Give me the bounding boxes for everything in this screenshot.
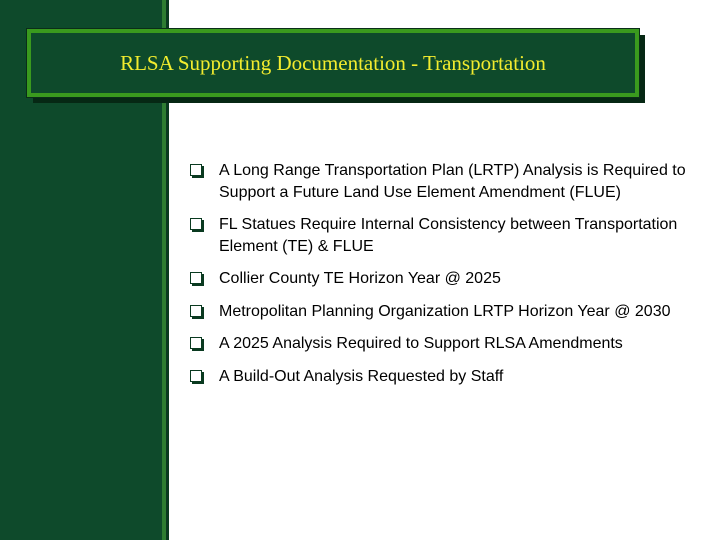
bullet-item (190, 268, 700, 290)
bullet-text: A Build-Out Analysis Requested by Staff (219, 367, 504, 385)
slide-title: RLSA Supporting Documentation - Transportation (120, 50, 546, 75)
bullet-text: Metropolitan Planning Organization LRTP Horizon Year @ 2030 (219, 302, 671, 320)
checkbox-icon (190, 164, 202, 176)
bullet-item (190, 301, 700, 323)
bullet-text: A 2025 Analysis Required to Support RLSA Amendments (219, 335, 623, 352)
bullet-text: FL Statues Require Internal Consistency between Transportation Element (TE) & FLUE (219, 216, 678, 255)
checkbox-icon (190, 305, 202, 317)
checkbox-icon (190, 218, 202, 230)
bullet-list (190, 160, 700, 398)
bullet-item (190, 333, 700, 355)
checkbox-icon (190, 370, 202, 382)
bullet-text: Collier County TE Horizon Year @ 2025 (219, 270, 501, 287)
bullet-item (190, 366, 700, 388)
bullet-item (190, 214, 700, 257)
checkbox-icon (190, 337, 202, 349)
checkbox-icon (190, 272, 202, 284)
bullet-item (190, 160, 700, 203)
title-box (27, 29, 639, 97)
bullet-text: A Long Range Transportation Plan (LRTP) Analysis is Required to Support a Future Land Use Element Amendment (FLUE) (219, 162, 686, 201)
